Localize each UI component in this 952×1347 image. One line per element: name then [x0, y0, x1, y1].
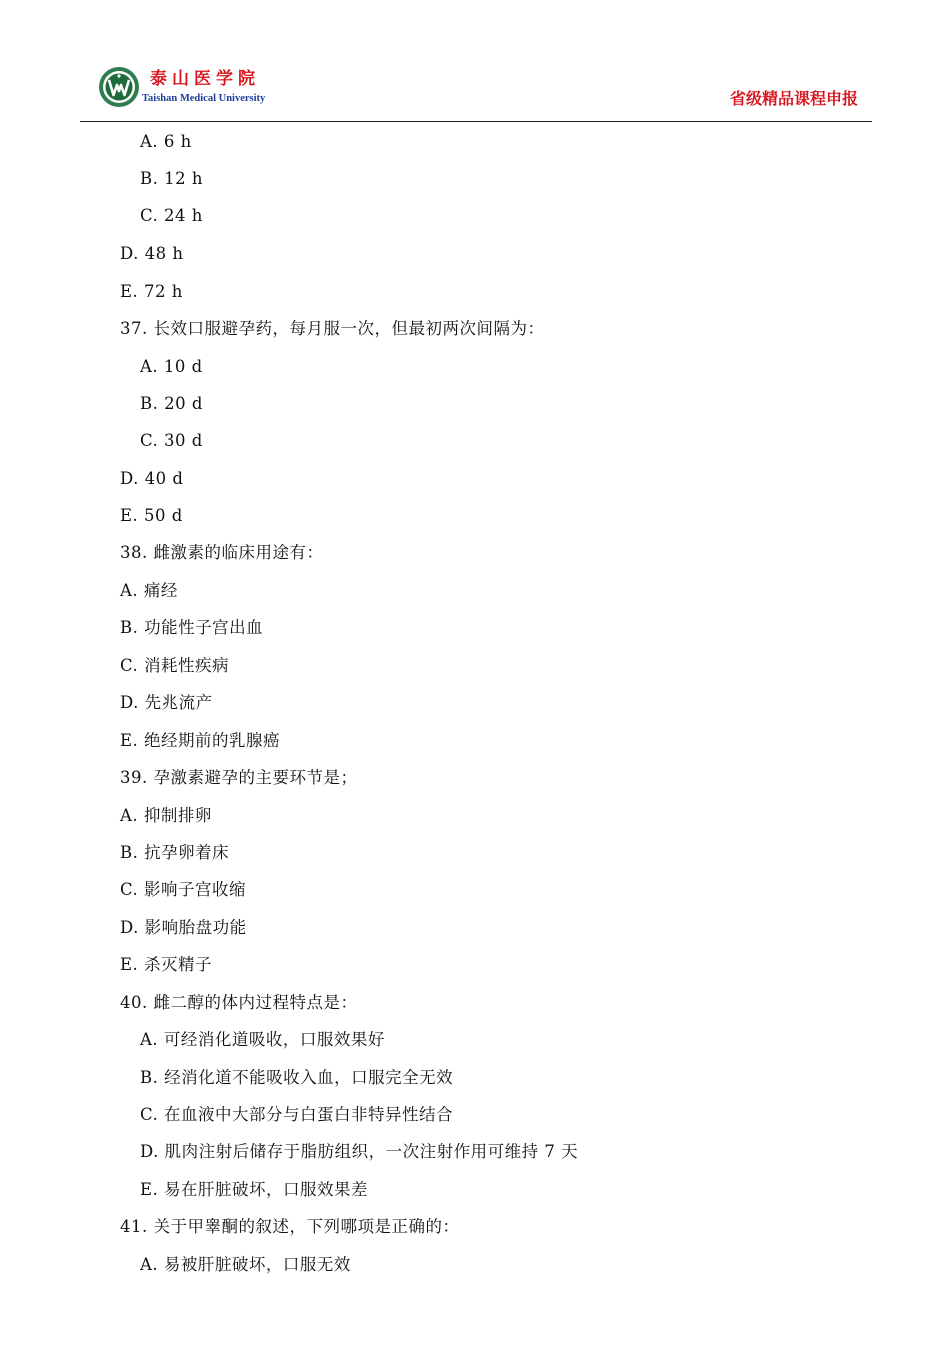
header-divider: [80, 121, 872, 122]
option-line: D. 肌肉注射后储存于脂肪组织，一次注射作用可维持 7 天: [140, 1142, 579, 1161]
option-line: E. 绝经期前的乳腺癌: [120, 731, 281, 750]
option-line: C. 24 h: [140, 206, 203, 225]
option-line: A. 可经消化道吸收，口服效果好: [140, 1030, 385, 1049]
option-line: A. 痛经: [120, 581, 178, 600]
option-line: D. 先兆流产: [120, 693, 213, 712]
option-line: E. 易在肝脏破坏，口服效果差: [140, 1180, 369, 1199]
option-line: C. 影响子宫收缩: [120, 880, 247, 899]
question-41: 41. 关于甲睾酮的叙述，下列哪项是正确的：: [120, 1217, 460, 1236]
option-line: B. 抗孕卵着床: [120, 843, 230, 862]
option-line: C. 在血液中大部分与白蛋白非特异性结合: [140, 1105, 454, 1124]
question-37: 37. 长效口服避孕药，每月服一次，但最初两次间隔为：: [120, 319, 545, 338]
option-line: A. 易被肝脏破坏，口服无效: [140, 1255, 351, 1274]
option-line: D. 影响胎盘功能: [120, 918, 247, 937]
option-line: B. 经消化道不能吸收入血，口服完全无效: [140, 1068, 454, 1087]
option-line: B. 功能性子宫出血: [120, 618, 264, 637]
question-40: 40. 雌二醇的体内过程特点是：: [120, 993, 358, 1012]
option-line: A. 6 h: [140, 132, 192, 151]
question-39: 39. 孕激素避孕的主要环节是；: [120, 768, 358, 787]
option-line: C. 消耗性疾病: [120, 656, 230, 675]
course-application-title: 省级精品课程申报: [729, 89, 858, 108]
university-logo-icon: [98, 66, 140, 108]
option-line: C. 30 d: [140, 431, 203, 450]
option-line: E. 杀灭精子: [120, 955, 213, 974]
school-name-cn: 泰山医学院: [150, 69, 260, 89]
option-line: B. 12 h: [140, 169, 203, 188]
option-line: A. 10 d: [140, 357, 203, 376]
option-line: B. 20 d: [140, 394, 203, 413]
page-header: [0, 0, 952, 124]
question-38: 38. 雌激素的临床用途有：: [120, 543, 324, 562]
option-line: A. 抑制排卵: [120, 806, 212, 825]
option-line: D. 48 h: [120, 244, 184, 263]
option-line: E. 50 d: [120, 506, 183, 525]
school-name-en: Taishan Medical University: [142, 93, 266, 104]
option-line: D. 40 d: [120, 469, 184, 488]
option-line: E. 72 h: [120, 282, 183, 301]
